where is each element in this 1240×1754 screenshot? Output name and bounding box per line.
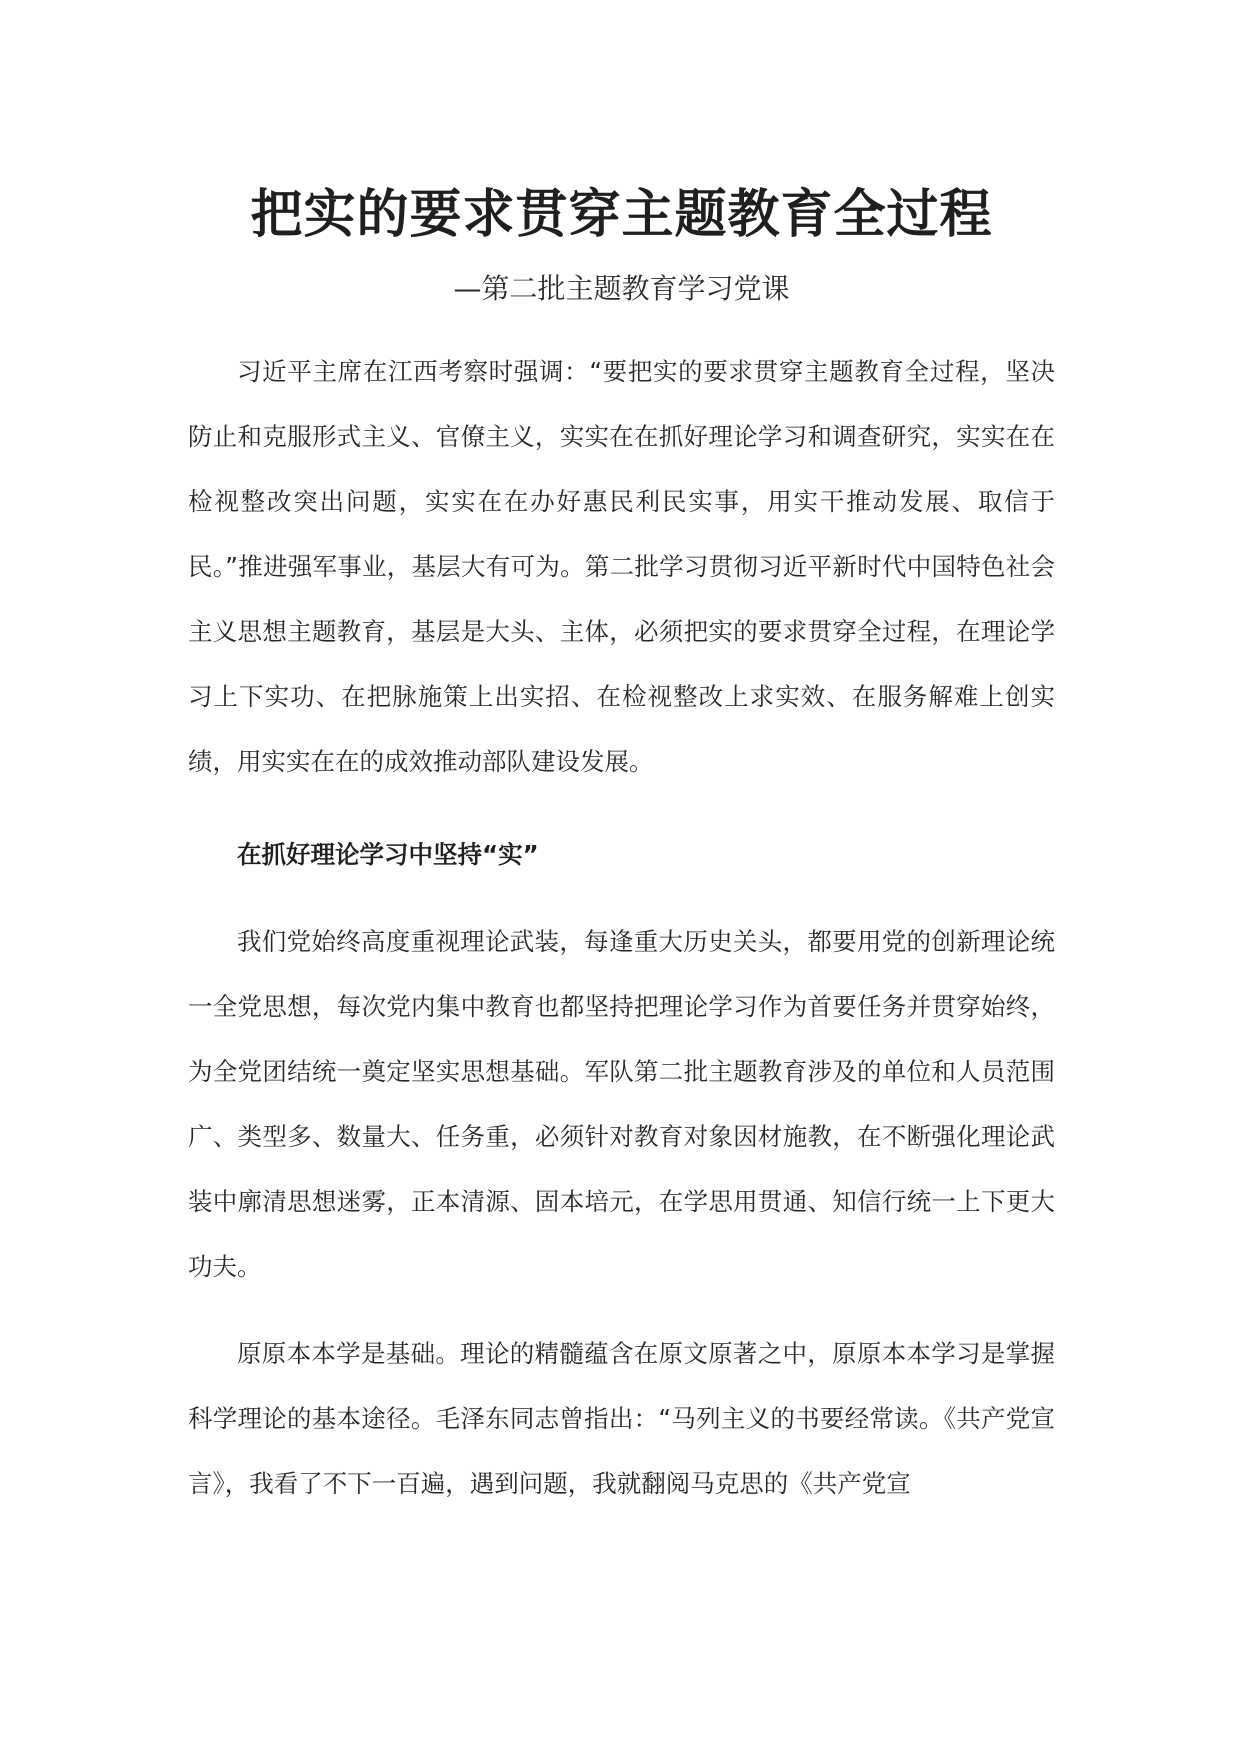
document-subtitle: —第二批主题教育学习党课 <box>453 272 790 305</box>
section-paragraph-2: 原原本本学是基础。理论的精髓蕴含在原文原著之中，原原本本学习是掌握科学理论的基本途径。毛泽东同志曾指出：“马列主义的书要经常读。《共产党宣言》，我看了不下一百遍，遇到问题，我就翻阅马克思的《共产党宣 <box>188 1339 1055 1498</box>
section-heading: 在抓好理论学习中坚持“实” <box>237 840 539 869</box>
section-paragraph-1: 我们党始终高度重视理论武装，每逢重大历史关头，都要用党的创新理论统一全党思想，每次党内集中教育也都坚持把理论学习作为首要任务并贯穿始终，为全党团结统一奠定坚实思想基础。军队第二批主题教育涉及的单位和人员范围广、类型多、数量大、任务重，必须针对教育对象因材施教，在不断强化理论武装中廓清思想迷雾，正本清源、固本培元，在学思用贯通、知信行统一上下更大功夫。 <box>188 927 1055 1281</box>
intro-paragraph: 习近平主席在江西考察时强调：“要把实的要求贯穿主题教育全过程，坚决防止和克服形式主义、官僚主义，实实在在抓好理论学习和调查研究，实实在在检视整改突出问题，实实在在办好惠民利民实事，用实干推动发展、取信于民。”推进强军事业，基层大有可为。第二批学习贯彻习近平新时代中国特色社会主义思想主题教育，基层是大头、主体，必须把实的要求贯穿全过程，在理论学习上下实功、在把脉施策上出实招、在检视整改上求实效、在服务解难上创实绩，用实实在在的成效推动部队建设发展。 <box>188 357 1055 776</box>
document-title: 把实的要求贯穿主题教育全过程 <box>250 185 993 245</box>
